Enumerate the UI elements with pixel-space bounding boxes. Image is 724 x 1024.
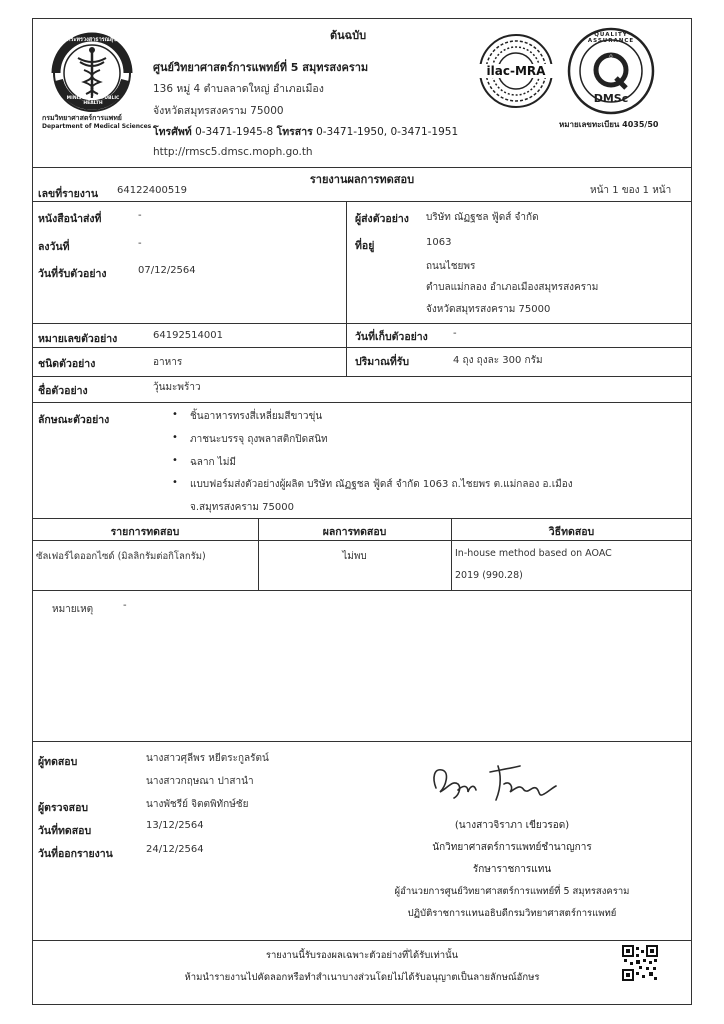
signer-position-3: ผู้อำนวยการศูนย์วิทยาศาสตร์การแพทย์ที่ 5 สมุทรสงคราม: [394, 886, 630, 897]
sample-no: 64192514001: [153, 330, 223, 341]
divider-results-bottom: [32, 590, 692, 591]
result-item: ซัลเฟอร์ไดออกไซด์ (มิลลิกรัมต่อกิโลกรัม): [36, 551, 206, 562]
fax-value: 0-3471-1950, 0-3471-1951: [316, 126, 459, 138]
report-title: รายงานผลการทดสอบ: [309, 173, 415, 186]
divider-info-2: [32, 347, 692, 348]
qty-label: ปริมาณที่รับ: [355, 356, 410, 368]
sample-no-label: หมายเลขตัวอย่าง: [38, 333, 118, 345]
report-no-label: เลขที่รายงาน: [38, 188, 99, 200]
checker-value: นางพัชรีย์ จิตตพิทักษ์ชัย: [146, 799, 249, 810]
page-label: หน้า 1 ของ 1 หน้า: [590, 185, 672, 196]
divider-results-header: [32, 540, 692, 541]
address-line1: 136 หมู่ 4 ตำบลลาดใหญ่ อำเภอเมือง: [153, 83, 324, 95]
info-col-divider: [346, 201, 347, 376]
phone-label: โทรศัพท์: [153, 126, 192, 138]
remark-value: -: [123, 600, 127, 611]
header-method: วิธีทดสอบ: [548, 526, 595, 538]
bullet-1: •: [172, 409, 178, 420]
tester-label: ผู้ทดสอบ: [38, 756, 78, 768]
header-result: ผลการทดสอบ: [322, 526, 387, 538]
report-no: 64122400519: [117, 185, 187, 196]
handwritten-signature: [428, 758, 578, 808]
tester-1: นางสาวศุลีพร หยีตระกูลรัตน์: [146, 753, 269, 764]
seal-ring-text-bottom: MINISTRY OF PUBLIC HEALTH: [66, 96, 120, 106]
qa-bottom: DMSc: [593, 92, 629, 105]
qa-letter: Q: [609, 54, 613, 59]
phone-value: 0-3471-1945-8: [195, 126, 274, 138]
center-name: ศูนย์วิทยาศาสตร์การแพทย์ที่ 5 สมุทรสงคราม: [153, 61, 369, 74]
address-line-4: จังหวัดสมุทรสงคราม 75000: [426, 304, 551, 315]
bullet-3: •: [172, 455, 178, 466]
divider-info-1: [32, 323, 692, 324]
registration: หมายเลขทะเบียน 4035/50: [559, 120, 659, 129]
sender-label: ผู้ส่งตัวอย่าง: [355, 213, 409, 225]
contact-line: [153, 123, 458, 140]
address-line-1: 1063: [426, 237, 452, 248]
letter-no-label: หนังสือนำส่งที่: [38, 213, 102, 225]
sender-value: บริษัท ณัฏฐชล ฟู้ดส์ จำกัด: [426, 212, 539, 223]
date-label: ลงวันที่: [38, 241, 70, 253]
received-label: วันที่รับตัวอย่าง: [38, 268, 107, 280]
qa-ring-text: QUALITY ASSURANCE: [587, 32, 635, 44]
feature-3: ฉลาก ไม่มี: [190, 457, 237, 468]
issue-date-label: วันที่ออกรายงาน: [38, 848, 113, 860]
letter-no: -: [138, 210, 142, 221]
ilac-text: ilac-MRA: [486, 64, 546, 78]
divider-info-3: [32, 376, 692, 377]
address-line-3: ตำบลแม่กลอง อำเภอเมืองสมุทรสงคราม: [426, 282, 599, 293]
divider-signatures: [32, 741, 692, 742]
bullet-4: •: [172, 477, 178, 488]
dept-en: Department of Medical Sciences: [42, 123, 152, 130]
seal-ring-text: กระทรวงสาธารณสุข: [67, 37, 117, 43]
copy-label: ต้นฉบับ: [330, 29, 367, 42]
feature-2: ภาชนะบรรจุ ถุงพลาสติกปิดสนิท: [190, 434, 328, 445]
signer-position-2: รักษาราชการแทน: [472, 864, 552, 875]
feature-1: ชิ้นอาหารทรงสี่เหลี่ยมสีขาวขุ่น: [190, 411, 323, 422]
test-date: 13/12/2564: [146, 820, 204, 831]
feature-cont: จ.สมุทรสงคราม 75000: [190, 502, 294, 513]
feature-4: แบบฟอร์มส่งตัวอย่างผู้ผลิต บริษัท ณัฏฐชล ฟู้ดส์ จำกัด 1063 ถ.ไชยพร ต.แม่กลอง อ.เมือง: [190, 479, 573, 490]
collect-date: -: [453, 328, 457, 339]
date-value: -: [138, 238, 142, 249]
address-label: ที่อยู่: [355, 240, 375, 252]
divider-info-4: [32, 402, 692, 403]
divider-header: [32, 167, 692, 168]
footer-line-2: ห้ามนำรายงานไปคัดลอกหรือทำสำเนาบางส่วนโดยไม่ได้รับอนุญาตเป็นลายลักษณ์อักษร: [184, 972, 540, 983]
address-line2: จังหวัดสมุทรสงคราม 75000: [153, 105, 284, 117]
divider-footer: [32, 940, 692, 941]
divider-title: [32, 201, 692, 202]
result-value: ไม่พบ: [342, 551, 367, 562]
type-label: ชนิดตัวอย่าง: [38, 358, 96, 370]
signer-position-1: นักวิทยาศาสตร์การแพทย์ชำนาญการ: [432, 842, 592, 853]
dept-thai: กรมวิทยาศาสตร์การแพทย์: [42, 114, 122, 122]
result-method-2: 2019 (990.28): [455, 570, 523, 581]
issue-date: 24/12/2564: [146, 844, 204, 855]
signer-position-4: ปฏิบัติราชการแทนอธิบดีกรมวิทยาศาสตร์การแพทย์: [407, 908, 617, 919]
tester-2: นางสาวกฤษณา ปาสานำ: [146, 776, 254, 787]
collect-date-label: วันที่เก็บตัวอย่าง: [355, 331, 428, 343]
footer-line-1: รายงานนี้รับรองผลเฉพาะตัวอย่างที่ได้รับเท่านั้น: [265, 950, 459, 961]
address-line-2: ถนนไชยพร: [426, 261, 476, 272]
name-value: วุ้นมะพร้าว: [153, 382, 201, 393]
qr-code-icon: [622, 945, 658, 981]
received-value: 07/12/2564: [138, 265, 196, 276]
checker-label: ผู้ตรวจสอบ: [38, 802, 89, 814]
test-date-label: วันที่ทดสอบ: [38, 825, 92, 837]
remark-label: หมายเหตุ: [52, 604, 94, 615]
header-test-item: รายการทดสอบ: [110, 526, 180, 538]
fax-label: โทรสาร: [276, 126, 313, 138]
qty-value: 4 ถุง ถุงละ 300 กรัม: [453, 355, 543, 366]
website: http://rmsc5.dmsc.moph.go.th: [153, 146, 313, 158]
name-label: ชื่อตัวอย่าง: [38, 385, 88, 397]
signer-name: (นางสาวจิราภา เขียวรอด): [454, 820, 570, 831]
divider-results-top: [32, 518, 692, 519]
bullet-2: •: [172, 432, 178, 443]
result-method-1: In-house method based on AOAC: [455, 548, 612, 559]
type-value: อาหาร: [153, 357, 183, 368]
features-label: ลักษณะตัวอย่าง: [38, 414, 110, 426]
